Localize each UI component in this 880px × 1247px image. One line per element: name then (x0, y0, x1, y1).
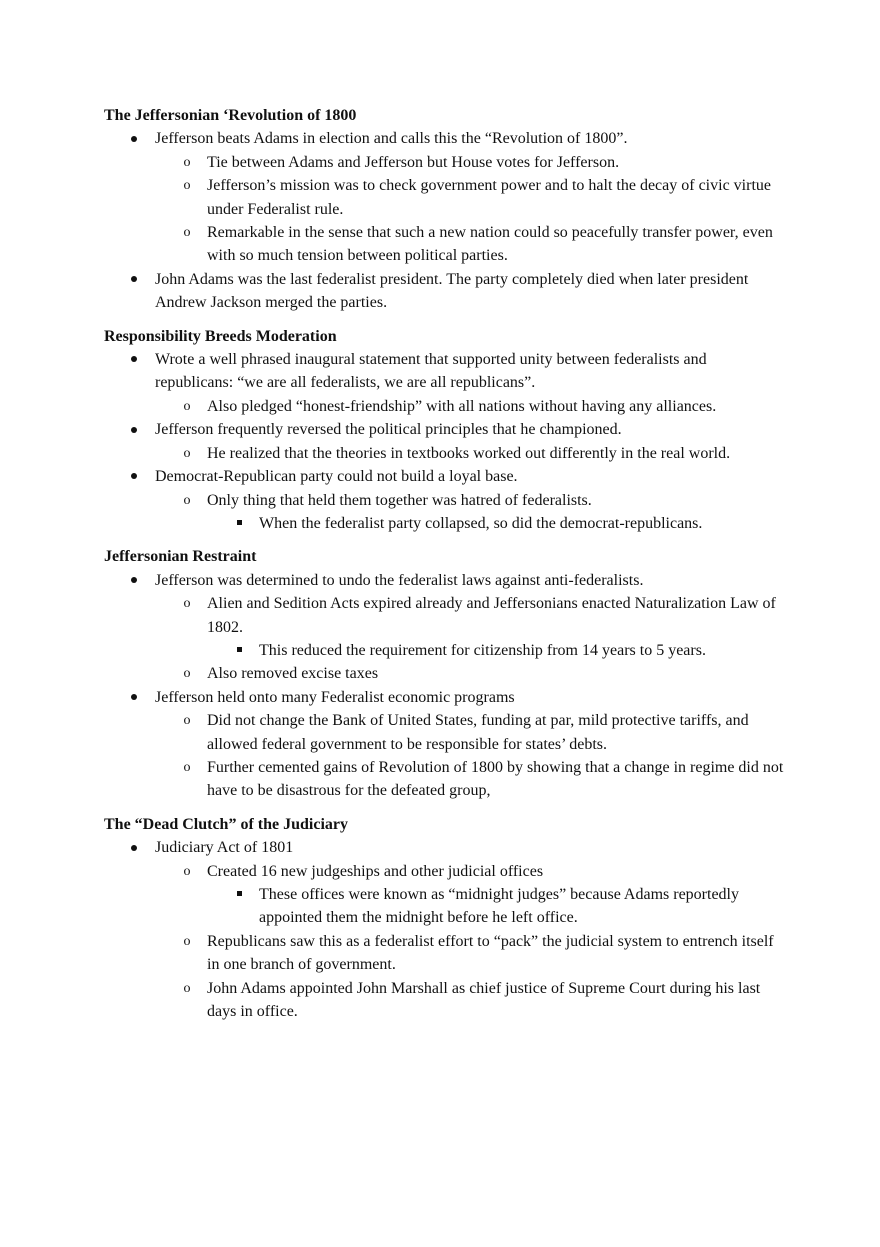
list-item-text: He realized that the theories in textbooks worked out differently in the real world. (207, 444, 731, 462)
bullet-circle-icon: o (183, 759, 191, 775)
list-item-text: Tie between Adams and Jefferson but House votes for Jefferson. (207, 153, 620, 171)
bullet-circle-icon: o (183, 666, 191, 682)
bullet-dot-icon (127, 268, 141, 291)
bullet-circle-icon: o (183, 863, 191, 879)
list-item-text: John Adams appointed John Marshall as chief justice of Supreme Court during his last days in office. (207, 979, 761, 1021)
list-item-text: Judiciary Act of 1801 (155, 839, 294, 857)
section-heading: The Jeffersonian ‘Revolution of 1800 (104, 107, 357, 124)
section-jeffersonian-restraint (104, 545, 784, 802)
list-item (104, 592, 784, 639)
bullet-dot-icon (127, 836, 141, 859)
bullet-circle-icon: o (183, 596, 191, 612)
bullet-dot-icon (127, 348, 141, 371)
list-item (104, 836, 784, 859)
section-revolution-of-1800 (104, 104, 784, 315)
list-item (104, 662, 784, 685)
list-item (104, 686, 784, 709)
list-item (104, 977, 784, 1024)
list-item-text: Also pledged “honest-friendship” with all nations without having any alliances. (207, 397, 717, 415)
bullet-dot-icon (127, 465, 141, 488)
list-item-text: These offices were known as “midnight judges” because Adams reportedly appointed them the midnight before he left office. (259, 886, 739, 927)
bullet-circle-icon: o (183, 178, 191, 194)
bullet-dot-icon (127, 418, 141, 441)
list-item (104, 151, 784, 174)
bullet-dot-icon (127, 569, 141, 592)
section-dead-clutch-judiciary (104, 813, 784, 1024)
list-item-text: John Adams was the last federalist president. The party completely died when later president Andrew Jackson merged the parties. (155, 270, 749, 312)
list-item-text: Republicans saw this as a federalist effort to “pack” the judicial system to entrench itself in one branch of government. (207, 932, 774, 974)
bullet-circle-icon: o (183, 398, 191, 414)
list-item-text: Only thing that held them together was hatred of federalists. (207, 491, 592, 509)
list-item (104, 442, 784, 465)
list-item (104, 465, 784, 488)
list-item (104, 221, 784, 268)
list-item (104, 489, 784, 512)
list-item-text: Democrat-Republican party could not build a loyal base. (155, 468, 518, 486)
bullet-square-icon (232, 512, 246, 535)
list-item-text: Remarkable in the sense that such a new nation could so peacefully transfer power, even with so much tension between political parties. (207, 224, 773, 265)
list-item (104, 569, 784, 592)
list-item (104, 709, 784, 756)
bullet-circle-icon: o (183, 445, 191, 461)
list-item (104, 883, 784, 930)
bullet-circle-icon: o (183, 980, 191, 996)
section-responsibility-breeds-moderation (104, 325, 784, 536)
bullet-circle-icon: o (183, 225, 191, 241)
bullet-dot-icon (127, 127, 141, 150)
list-item-text: When the federalist party collapsed, so did the democrat-republicans. (259, 514, 703, 532)
section-heading: Jeffersonian Restraint (104, 548, 257, 566)
bullet-circle-icon: o (183, 713, 191, 729)
list-item (104, 174, 784, 221)
list-item (104, 512, 784, 535)
section-heading: The “Dead Clutch” of the Judiciary (104, 815, 348, 833)
bullet-circle-icon: o (183, 492, 191, 508)
list-item (104, 348, 784, 395)
list-item-text: This reduced the requirement for citizenship from 14 years to 5 years. (259, 641, 706, 659)
list-item-text: Created 16 new judgeships and other judicial offices (207, 862, 544, 880)
bullet-square-icon (232, 639, 246, 662)
bullet-dot-icon (127, 686, 141, 709)
list-item (104, 756, 784, 803)
list-item (104, 930, 784, 977)
list-item (104, 418, 784, 441)
list-item-text: Jefferson held onto many Federalist economic programs (155, 688, 515, 706)
list-item (104, 860, 784, 883)
list-item-text: Further cemented gains of Revolution of 1800 by showing that a change in regime did not have to be disastrous for the defeated group, (207, 758, 784, 800)
bullet-circle-icon: o (183, 154, 191, 170)
list-item-text: Alien and Sedition Acts expired already and Jeffersonians enacted Naturalization Law of 1802. (207, 595, 776, 636)
list-item-text: Also removed excise taxes (207, 665, 379, 683)
list-item (104, 639, 784, 662)
bullet-circle-icon: o (183, 933, 191, 949)
list-item-text: Jefferson was determined to undo the federalist laws against anti-federalists. (155, 571, 644, 589)
section-heading: Responsibility Breeds Moderation (104, 327, 337, 345)
bullet-square-icon (232, 883, 246, 906)
list-item (104, 395, 784, 418)
list-item-text: Jefferson frequently reversed the political principles that he championed. (155, 421, 622, 439)
list-item-text: Wrote a well phrased inaugural statement that supported unity between federalists and republicans: “we are all federalists, we are all republicans”. (155, 351, 707, 392)
list-item (104, 127, 784, 150)
list-item-text: Jefferson beats Adams in election and calls this the “Revolution of 1800”. (155, 130, 628, 148)
list-item-text: Jefferson’s mission was to check government power and to halt the decay of civic virtue under Federalist rule. (207, 177, 771, 218)
list-item-text: Did not change the Bank of United States, funding at par, mild protective tariffs, and allowed federal government to be responsible for states’ debts. (207, 712, 749, 753)
list-item (104, 268, 784, 315)
document-page (104, 104, 784, 1033)
